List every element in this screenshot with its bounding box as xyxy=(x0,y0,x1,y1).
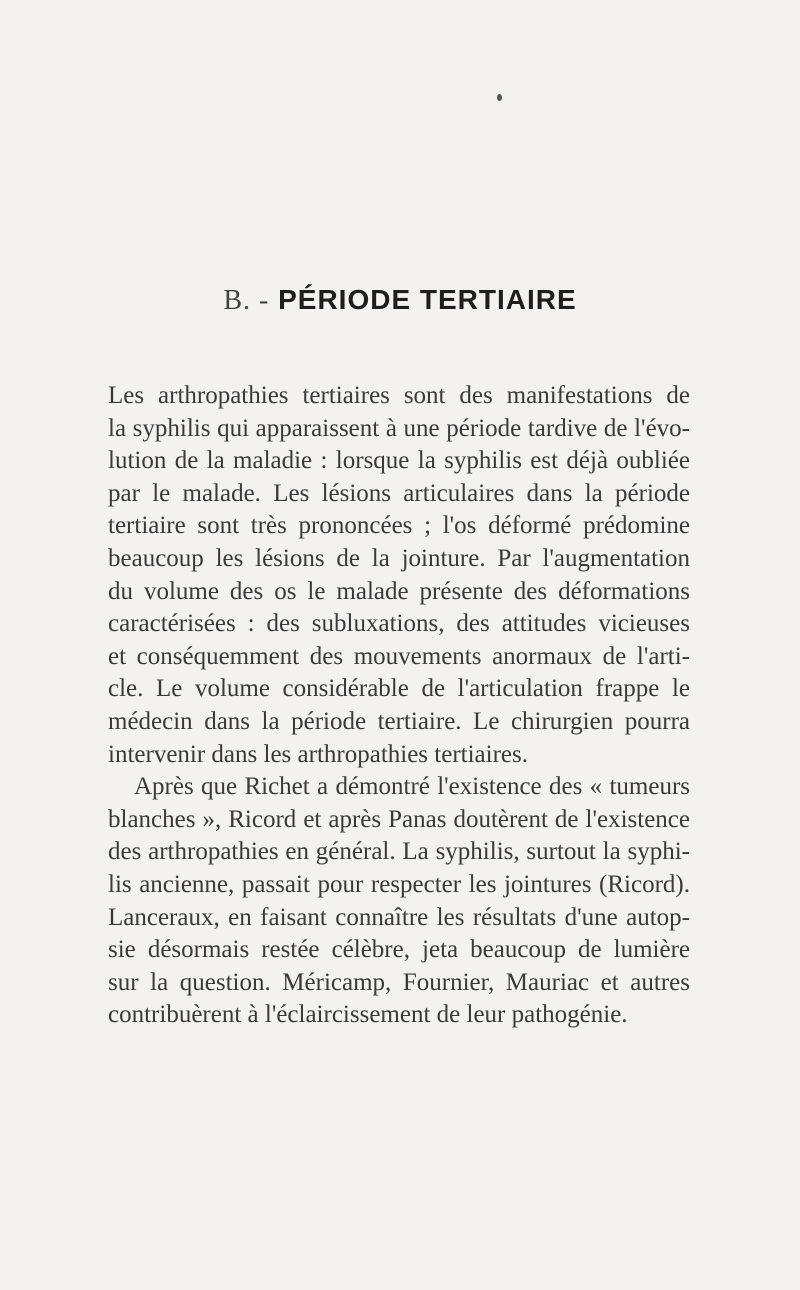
section-title: PÉRIODE TERTIAIRE xyxy=(278,284,577,315)
text-line: caractérisées : des subluxations, des attitudes vicieuses xyxy=(108,610,690,638)
text-line: du volume des os le malade présente des déformations xyxy=(108,577,690,605)
ink-speck xyxy=(497,94,502,101)
text-line: et conséquemment des mouvements anormaux de l'arti- xyxy=(108,642,690,670)
text-line: cle. Le volume considérable de l'articulation frappe le xyxy=(108,675,690,703)
text-line: Les arthropathies tertiaires sont des manifestations de xyxy=(108,382,690,409)
text-line: lution de la maladie : lorsque la syphilis est déjà oubliée xyxy=(108,447,690,475)
text-line: des arthropathies en général. La syphilis, surtout la syphi- xyxy=(108,838,690,866)
text-line: la syphilis qui apparaissent à une période tardive de l'évo- xyxy=(108,414,690,442)
text-line: intervenir dans les arthropathies tertiaires. xyxy=(108,740,528,768)
section-heading xyxy=(0,284,800,317)
section-number: B. - xyxy=(223,285,270,316)
paragraph-1 xyxy=(108,380,690,771)
text-line: sie désormais restée célèbre, jeta beaucoup de lumière xyxy=(108,936,690,964)
paragraph-2 xyxy=(108,771,690,1032)
text-line: contribuèrent à l'éclaircissement de leur pathogénie. xyxy=(108,1001,628,1029)
text-line: beaucoup les lésions de la jointure. Par l'augmentation xyxy=(108,544,690,572)
text-line: tertiaire sont très prononcées ; l'os déformé prédomine xyxy=(108,512,690,540)
text-line: blanches », Ricord et après Panas doutèrent de l'existence xyxy=(108,805,690,833)
text-line: Lanceraux, en faisant connaître les résultats d'une autop- xyxy=(108,903,690,931)
text-line: Après que Richet a démontré l'existence des « tumeurs xyxy=(134,773,690,801)
text-line: par le malade. Les lésions articulaires dans la période xyxy=(108,479,690,507)
text-line: sur la question. Méricamp, Fournier, Mauriac et autres xyxy=(108,968,690,996)
text-line: médecin dans la période tertiaire. Le chirurgien pourra xyxy=(108,707,690,735)
text-line: lis ancienne, passait pour respecter les jointures (Ricord). xyxy=(108,870,690,898)
body-text xyxy=(108,380,690,1032)
